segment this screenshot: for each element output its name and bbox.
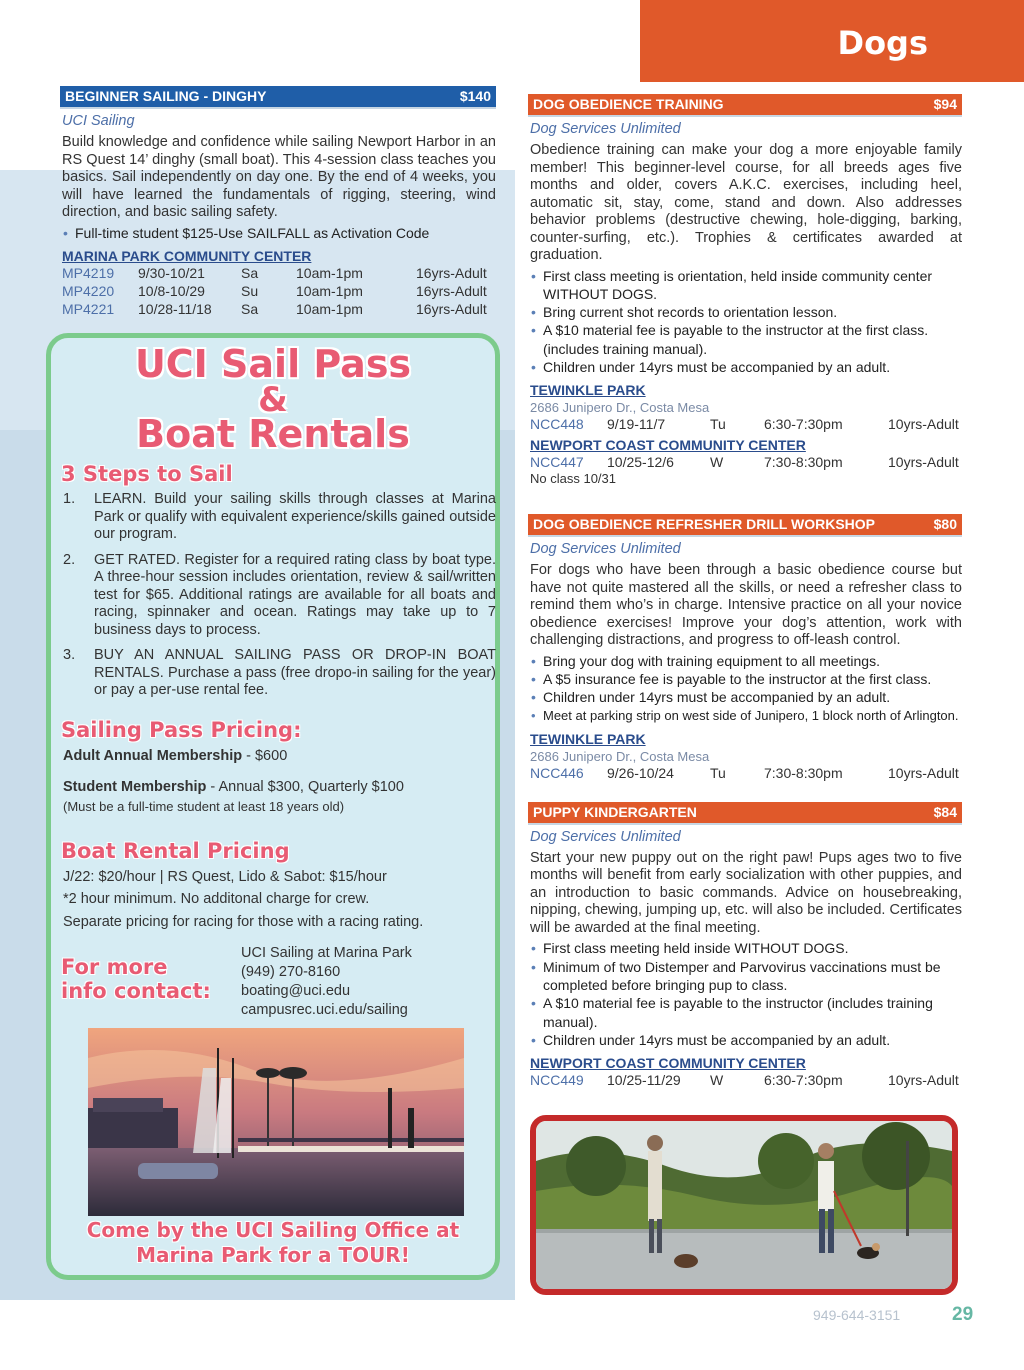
obedience-title-bar xyxy=(528,94,962,117)
bullet-item: • Children under 14yrs must be accompanied by an adult. xyxy=(528,358,962,376)
student-price: - Annual $300, Quarterly $100 xyxy=(206,779,404,795)
session-ages: 10yrs-Adult xyxy=(888,1072,959,1089)
session-day: Su xyxy=(241,282,259,299)
session-time: 6:30-7:30pm xyxy=(764,1072,843,1089)
sailing-description: Build knowledge and confidence while sailing Newport Harbor in an RS Quest 14’ dinghy (small boat). This 4-session class teaches you basics. Sail independently on day one. By the end of 4 weeks, you will have learned the fundamentals of rigging, steering, wind direction, and basic sailing safety. xyxy=(62,134,496,220)
session-ages: 10yrs-Adult xyxy=(888,416,959,433)
session-row xyxy=(530,453,962,471)
rental-line: Separate pricing for racing for those with a racing rating. xyxy=(63,914,424,930)
sailing-price: $140 xyxy=(459,88,491,104)
obedience-listing xyxy=(528,94,962,486)
tour-line2: Marina Park for a TOUR! xyxy=(136,1243,410,1267)
session-time: 7:30-8:30pm xyxy=(764,454,843,471)
session-ages: 10yrs-Adult xyxy=(888,764,959,781)
session-code[interactable]: MP4221 xyxy=(62,300,115,317)
session-dates: 10/28-11/18 xyxy=(138,300,212,317)
page-number: 29 xyxy=(952,1304,974,1325)
bullet-item: • Children under 14yrs must be accompanied by an adult. xyxy=(528,688,962,706)
bullet-item: • Bring your dog with training equipment to all meetings. xyxy=(528,652,962,670)
obedience-bullets xyxy=(528,267,962,377)
contact-heading-line2: info contact: xyxy=(61,979,211,1003)
sailing-title-bar xyxy=(60,86,496,109)
marina-photo-svg xyxy=(88,1028,464,1216)
sailing-listing xyxy=(60,86,496,318)
session-day: Tu xyxy=(710,764,726,781)
pricing-heading: Sailing Pass Pricing: xyxy=(61,718,302,742)
step-number: 1. xyxy=(63,491,76,507)
puppy-listing xyxy=(528,802,962,1089)
puppy-title: PUPPY KINDERGARTEN xyxy=(533,803,697,820)
contact-website[interactable]: campusrec.uci.edu/sailing xyxy=(241,1002,408,1018)
adult-price: - $600 xyxy=(242,748,288,764)
steps-list xyxy=(63,491,496,708)
session-ages: 16yrs-Adult xyxy=(416,282,487,299)
bullet-item: • Full-time student $125-Use SAILFALL as Activation Code xyxy=(60,224,496,242)
sail-pass-title-amp: & xyxy=(258,380,288,420)
step-text: LEARN. Build your sailing skills through classes at Marina Park or qualify with equivalent experience/skills gained outside our program. xyxy=(94,491,496,542)
contact-info xyxy=(241,944,412,1020)
puppy-description: Start your new puppy out on the right paw! Pups ages two to five months will benefit from early socialization with other puppies, and an introduction to basic commands. Advice on housebreaking, nipping, chewing, jumping up, etc. will also be included. Certificates will be awarded at the final meeting. xyxy=(530,849,963,936)
bullet-item: • Minimum of two Distemper and Parvovirus vaccinations must be completed before bringing pup to class. xyxy=(528,958,962,995)
session-time: 6:30-7:30pm xyxy=(764,416,843,433)
sail-pass-box xyxy=(46,333,500,1280)
obedience-description: Obedience training can make your dog a more enjoyable family member! This beginner-level course, for all breeds ages five months and older, covers A.K.C. exercises, including heel, automatic sit, stay, come, stand and down. Also addresses behavior problems (destructive chewing, hole-digging, barking, counter-surfing, etc.). Trophies & certificates awarded at graduation. xyxy=(530,142,962,263)
refresher-address: 2686 Junipero Dr., Costa Mesa xyxy=(530,748,710,764)
section-header-tab xyxy=(640,0,1024,82)
session-ages: 16yrs-Adult xyxy=(416,264,487,281)
footer-phone: 949-644-3151 xyxy=(813,1307,901,1323)
session-row xyxy=(62,282,496,300)
session-time: 7:30-8:30pm xyxy=(764,764,843,781)
session-time: 10am-1pm xyxy=(296,300,363,317)
contact-heading xyxy=(61,955,211,1003)
session-day: Tu xyxy=(710,416,726,433)
sailing-bullets xyxy=(60,224,496,242)
session-time: 10am-1pm xyxy=(296,282,363,299)
contact-line: UCI Sailing at Marina Park xyxy=(241,945,412,961)
session-code[interactable]: NCC446 xyxy=(530,764,584,781)
contact-heading-line1: For more xyxy=(61,955,168,979)
refresher-location[interactable]: TEWINKLE PARK xyxy=(530,730,646,747)
bullet-item: • Meet at parking strip on west side of Junipero, 1 block north of Arlington. xyxy=(528,707,962,725)
tour-line1: Come by the UCI Sailing Office at xyxy=(86,1218,460,1242)
bullet-item: • A $10 material fee is payable to the instructor at the first class. (includes training manual). xyxy=(528,321,962,358)
session-code[interactable]: MP4220 xyxy=(62,282,115,299)
obedience-note: No class 10/31 xyxy=(530,471,616,487)
sail-pass-title-line1: UCI Sail Pass xyxy=(134,342,412,386)
student-note: (Must be a full-time student at least 18 years old) xyxy=(63,799,345,814)
rental-line: *2 hour minimum. No additonal charge for crew. xyxy=(63,891,370,907)
bullet-item: • Bring current shot records to orientation lesson. xyxy=(528,303,962,321)
session-code[interactable]: MP4219 xyxy=(62,264,115,281)
session-day: Sa xyxy=(241,300,259,317)
step-number: 2. xyxy=(63,551,76,568)
refresher-title-bar xyxy=(528,514,962,537)
obedience-price: $94 xyxy=(933,96,957,112)
session-dates: 9/26-10/24 xyxy=(607,764,674,781)
sail-pass-title-line2: Boat Rentals xyxy=(136,412,410,456)
dog-listings xyxy=(528,94,962,1089)
puppy-bullets xyxy=(528,939,962,1049)
section-title: Dogs xyxy=(837,24,928,62)
session-row xyxy=(530,764,962,782)
session-ages: 16yrs-Adult xyxy=(416,300,487,317)
session-day: W xyxy=(710,1072,724,1089)
adult-label: Adult Annual Membership xyxy=(63,748,243,764)
puppy-price: $84 xyxy=(933,803,957,820)
session-day: Sa xyxy=(241,264,259,281)
refresher-description: For dogs who have been through a basic obedience course but have not quite mastered all the skills, or need a refresher class to remind them who’s in charge. Intensive practice on all your novice obedience exercises! Improve your dog’s attention, work with challenging distractions, and progress to off-leash control. xyxy=(530,562,962,649)
session-ages: 10yrs-Adult xyxy=(888,454,959,471)
rental-heading: Boat Rental Pricing xyxy=(61,839,290,863)
refresher-title: DOG OBEDIENCE REFRESHER DRILL WORKSHOP xyxy=(533,516,875,533)
refresher-price: $80 xyxy=(933,516,957,533)
session-row xyxy=(62,264,496,282)
bullet-item: • A $5 insurance fee is payable to the instructor at the first class. xyxy=(528,670,962,688)
step-item xyxy=(63,491,496,544)
session-row xyxy=(530,415,962,433)
step-text: GET RATED. Register for a required rating class by boat type. A three-hour session includes orientation, review & sail/written test for $65. Additional ratings are available for all boats and racing, spinnaker and ocean. Ratings may take up to 7 business days to process. xyxy=(94,551,496,638)
bullet-item: • First class meeting held inside WITHOUT DOGS. xyxy=(528,939,962,957)
puppy-location[interactable]: NEWPORT COAST COMMUNITY CENTER xyxy=(530,1055,806,1072)
dog-training-photo xyxy=(530,1115,958,1295)
obedience-provider: Dog Services Unlimited xyxy=(530,121,681,137)
student-membership xyxy=(63,779,404,795)
refresher-provider: Dog Services Unlimited xyxy=(530,541,681,558)
puppy-title-bar xyxy=(528,802,962,825)
session-dates: 10/25-12/6 xyxy=(607,454,674,471)
dog-photo-svg xyxy=(536,1121,952,1289)
session-code[interactable]: NCC449 xyxy=(530,1072,584,1089)
session-row xyxy=(530,1071,962,1089)
bullet-item: • Children under 14yrs must be accompanied by an adult. xyxy=(528,1031,962,1049)
session-code[interactable]: NCC448 xyxy=(530,416,584,433)
obedience-location-2[interactable]: NEWPORT COAST COMMUNITY CENTER xyxy=(530,437,806,454)
obedience-title: DOG OBEDIENCE TRAINING xyxy=(533,96,724,112)
step-item xyxy=(63,647,496,700)
puppy-provider: Dog Services Unlimited xyxy=(530,828,681,845)
obedience-location-1[interactable]: TEWINKLE PARK xyxy=(530,382,646,399)
sailing-title: BEGINNER SAILING - DINGHY xyxy=(65,88,267,104)
rental-line: J/22: $20/hour | RS Quest, Lido & Sabot: $15/hour xyxy=(63,869,387,885)
step-item xyxy=(63,552,496,640)
session-row xyxy=(62,300,496,318)
session-dates: 9/19-11/7 xyxy=(607,416,666,433)
session-dates: 10/25-11/29 xyxy=(607,1072,681,1089)
session-dates: 10/8-10/29 xyxy=(138,282,205,299)
tour-callout xyxy=(51,1218,495,1268)
contact-email[interactable]: boating@uci.edu xyxy=(241,983,351,999)
refresher-listing xyxy=(528,514,962,782)
step-number: 3. xyxy=(63,647,76,663)
sailing-sessions xyxy=(60,264,496,318)
steps-heading: 3 Steps to Sail xyxy=(61,462,233,486)
session-day: W xyxy=(710,454,724,471)
obedience-address-1: 2686 Junipero Dr., Costa Mesa xyxy=(530,400,710,416)
session-dates: 9/30-10/21 xyxy=(138,264,205,281)
session-code[interactable]: NCC447 xyxy=(530,454,584,471)
bullet-item: • First class meeting is orientation, held inside community center WITHOUT DOGS. xyxy=(528,267,962,304)
step-text: BUY AN ANNUAL SAILING PASS OR DROP-IN BOAT RENTALS. Purchase a pass (free dropo-in sailing for the year) or pay a per-use rental fee. xyxy=(94,647,496,698)
adult-membership xyxy=(63,748,287,764)
sailing-location[interactable]: MARINA PARK COMMUNITY CENTER xyxy=(62,247,312,264)
session-time: 10am-1pm xyxy=(296,264,363,281)
sailing-provider: UCI Sailing xyxy=(62,113,135,129)
contact-phone[interactable]: (949) 270-8160 xyxy=(241,964,341,980)
bullet-item: • A $10 material fee is payable to the instructor (includes training manual). xyxy=(528,994,962,1031)
refresher-bullets xyxy=(528,652,962,725)
marina-sunset-photo xyxy=(88,1028,464,1216)
student-label: Student Membership xyxy=(63,779,207,795)
